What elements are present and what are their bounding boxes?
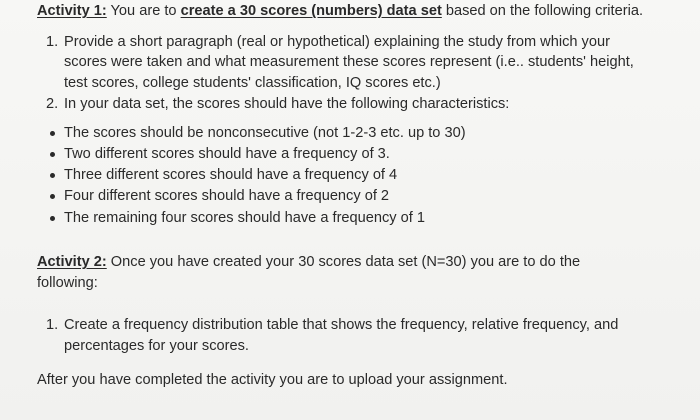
bullet-icon	[50, 194, 55, 199]
activity2-intro	[37, 253, 580, 271]
activity1-intro	[37, 2, 643, 20]
closing-instruction: After you have completed the activity you are to upload your assignment.	[37, 372, 508, 388]
bullet-icon	[50, 173, 55, 178]
activity1-item2-number: 2.	[46, 96, 59, 112]
activity2-item1-number: 1.	[46, 317, 59, 333]
criteria-bullet-5: The remaining four scores should have a frequency of 1	[64, 210, 425, 226]
criteria-bullet-1: The scores should be nonconsecutive (not 1-2-3 etc. up to 30)	[64, 125, 466, 141]
activity1-task: create a 30 scores (numbers) data set	[180, 3, 442, 19]
activity1-label: Activity 1:	[37, 3, 107, 19]
criteria-bullet-2: Two different scores should have a frequency of 3.	[64, 146, 390, 162]
activity1-item1-line1: Provide a short paragraph (real or hypothetical) explaining the study from which your	[64, 34, 610, 50]
criteria-bullet-4: Four different scores should have a frequency of 2	[64, 188, 390, 204]
activity1-item1-line3: test scores, college students' classification, IQ scores etc.)	[64, 75, 441, 91]
bullet-icon	[50, 131, 55, 136]
activity2-intro-line2: following:	[37, 275, 98, 291]
criteria-bullet-3: Three different scores should have a frequency of 4	[64, 167, 398, 183]
activity2-intro-text: Once you have created your 30 scores data set (N=30) you are to do the	[106, 254, 581, 270]
activity1-item1-number: 1.	[46, 34, 59, 50]
activity1-item1-line2: scores were taken and what measurement these scores represent (i.e.. students' height,	[64, 54, 634, 70]
bullet-icon	[50, 216, 55, 221]
activity1-item2-line1: In your data set, the scores should have the following characteristics:	[64, 96, 510, 112]
activity1-intro-text-b: based on the following criteria.	[441, 3, 643, 19]
bullet-icon	[50, 152, 55, 157]
activity2-label: Activity 2:	[37, 254, 107, 270]
activity2-item1-line2: percentages for your scores.	[64, 338, 249, 354]
activity2-item1-line1: Create a frequency distribution table that shows the frequency, relative frequency, and	[64, 317, 619, 333]
activity1-intro-text-a: You are to	[106, 3, 181, 19]
